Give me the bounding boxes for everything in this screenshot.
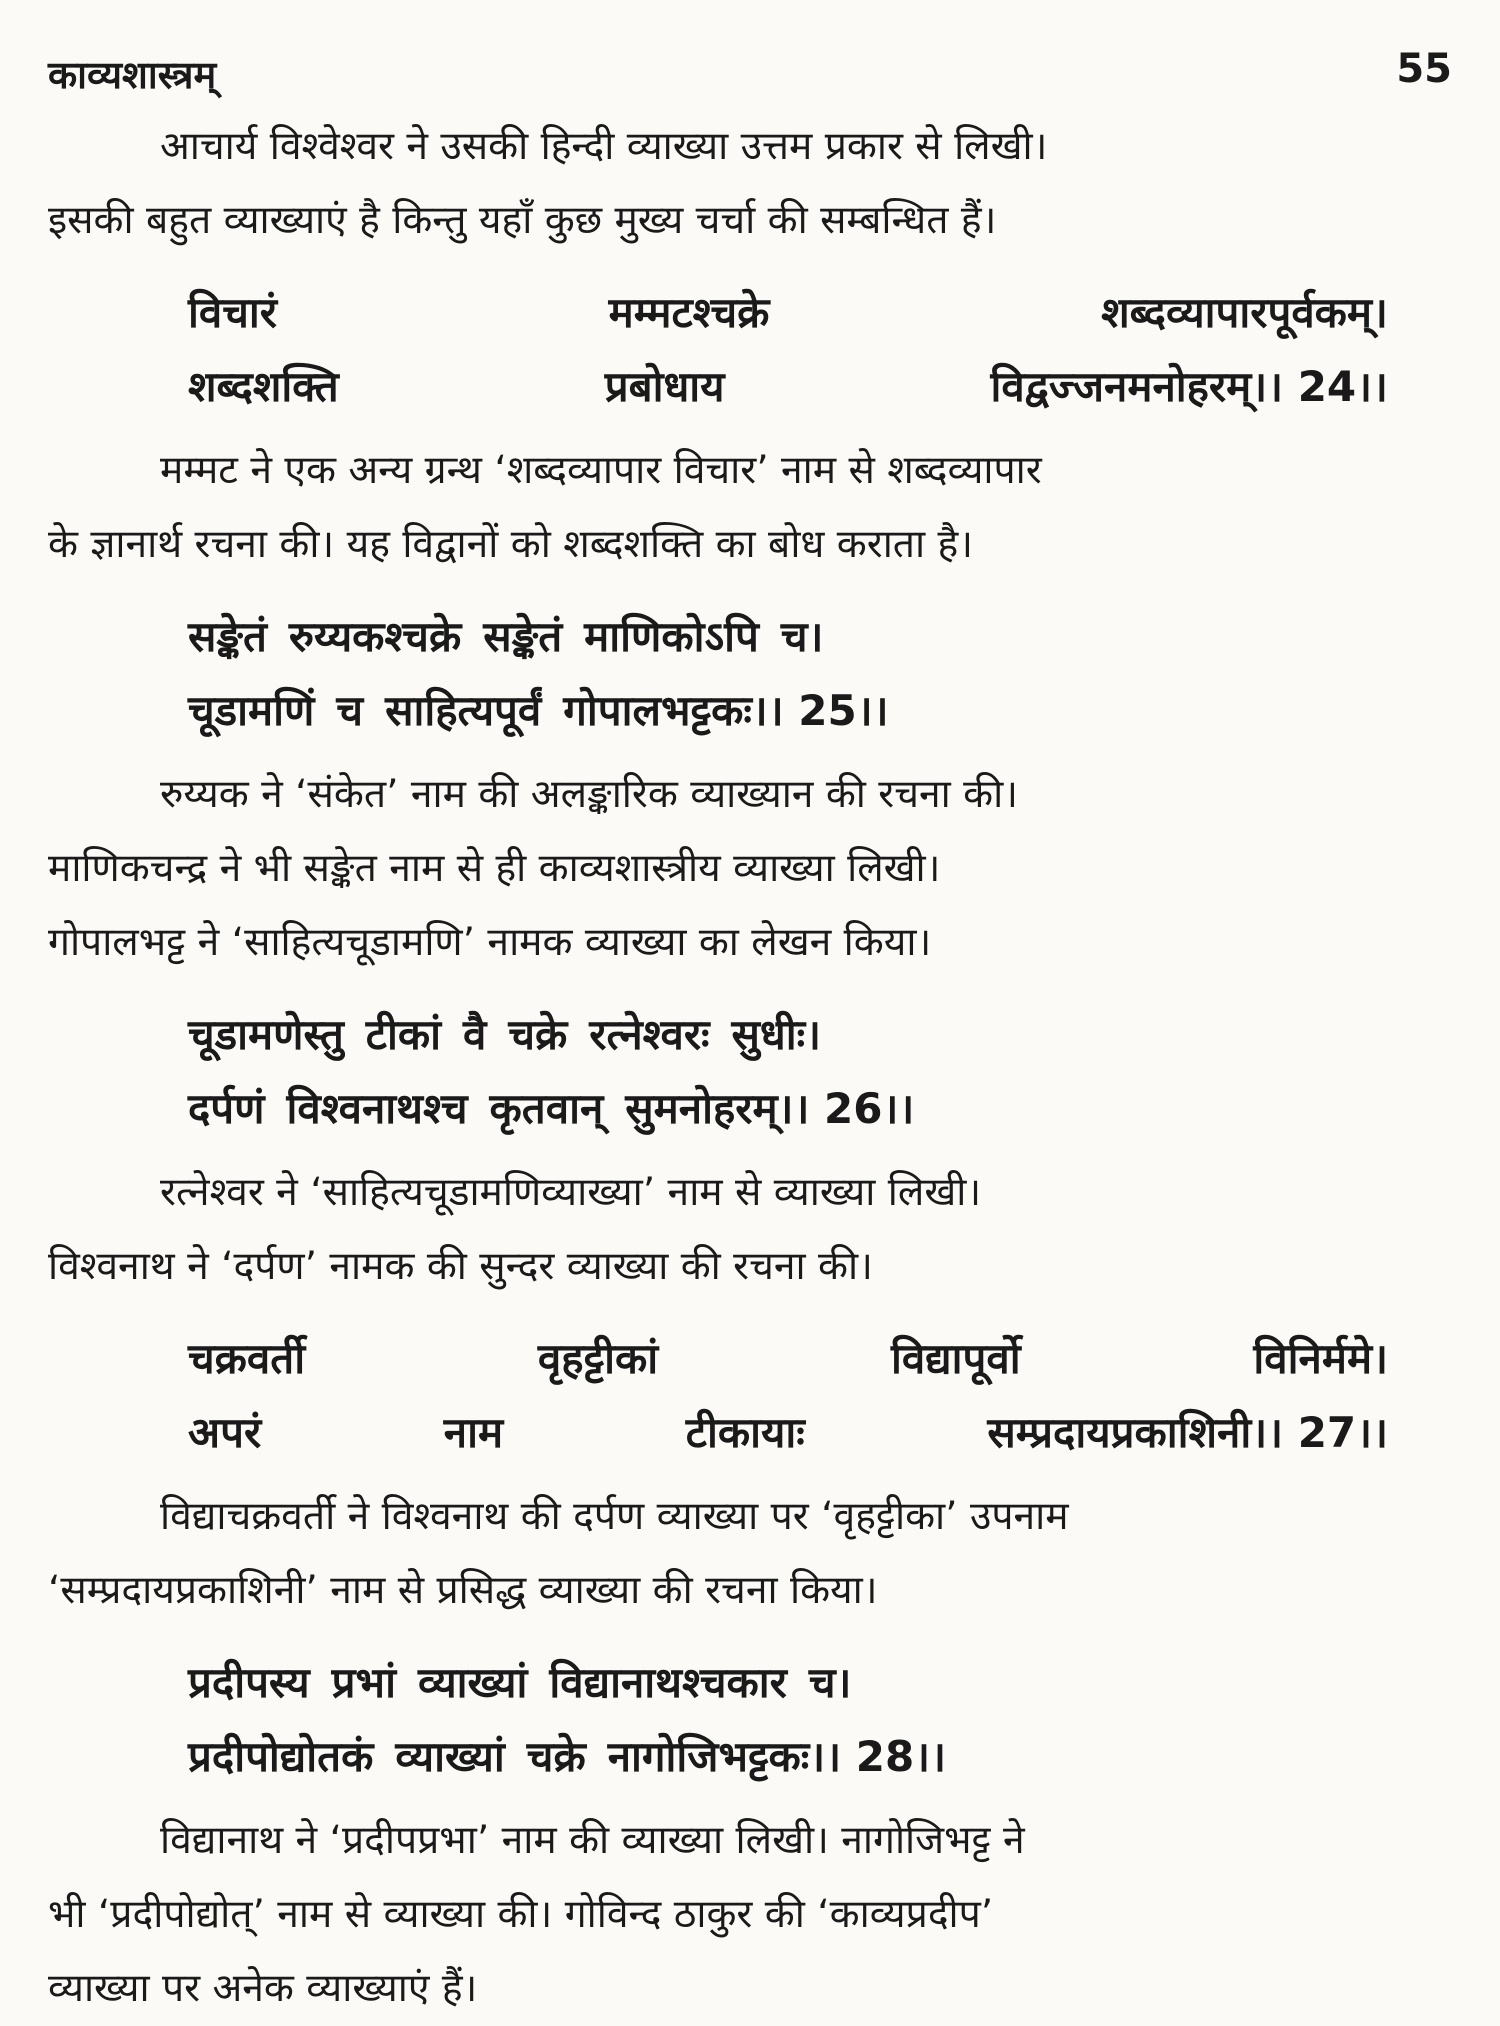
verse-word: वृहट्टीकां [537, 1334, 659, 1383]
verse-word: अपरं [188, 1408, 262, 1457]
verse-line [188, 1322, 1388, 1396]
paragraph-line: इसकी बहुत व्याख्याएं है किन्तु यहाँ कुछ मुख्य चर्चा की सम्बन्धित हैं। [48, 198, 997, 243]
paragraph-line: रत्नेश्वर ने ‘साहित्यचूडामणिव्याख्या’ नाम से व्याख्या लिखी। [160, 1170, 982, 1215]
verse-word: सुधीः। [731, 1010, 822, 1059]
sanskrit-verse [188, 276, 1388, 424]
verse-word: शब्दव्यापारपूर्वकम्। [1101, 288, 1388, 337]
paragraph-line: विद्याचक्रवर्ती ने विश्वनाथ की दर्पण व्याख्या पर ‘वृहट्टीका’ उपनाम [160, 1494, 1069, 1539]
paragraph-line: आचार्य विश्वेश्वर ने उसकी हिन्दी व्याख्या उत्तम प्रकार से लिखी। [160, 124, 1048, 169]
verse-word: विश्वनाथश्च [286, 1084, 468, 1133]
verse-word: प्रदीपोद्योतकं [188, 1732, 374, 1781]
verse-word: चूडामणेस्तु [188, 1010, 344, 1059]
verse-word: विचारं [188, 288, 277, 337]
paragraph-line: विश्वनाथ ने ‘दर्पण’ नामक की सुन्दर व्याख्या की रचना की। [48, 1244, 873, 1289]
verse-word: शब्दशक्ति [188, 362, 339, 411]
sanskrit-verse [188, 1646, 1388, 1794]
verse-word: साहित्यपूर्वं [385, 686, 542, 735]
commentary-paragraph [48, 110, 1452, 258]
page-number: 55 [1396, 46, 1452, 92]
paragraph-line: भी ‘प्रदीपोद्योत्’ नाम से व्याख्या की। गोविन्द ठाकुर की ‘काव्यप्रदीप’ [48, 1892, 994, 1937]
paragraph-line: ‘सम्प्रदायप्रकाशिनी’ नाम से प्रसिद्ध व्याख्या की रचना किया। [48, 1568, 878, 1613]
verse-word: टीकायाः [685, 1408, 805, 1457]
verse-word: च। [780, 612, 824, 661]
verse-word: चूडामणिं [188, 686, 315, 735]
verse-line [188, 1396, 1388, 1470]
verse-word: दर्पणं [188, 1084, 265, 1133]
verse-word: वै [462, 1010, 487, 1059]
paragraph-line: गोपालभट्ट ने ‘साहित्यचूडामणि’ नामक व्याख्या का लेखन किया। [48, 920, 932, 965]
sanskrit-verse [188, 998, 1388, 1146]
running-head-title: काव्यशास्त्रम् [48, 53, 217, 97]
verse-line [188, 1720, 1388, 1794]
verse-word: चक्रवर्ती [188, 1334, 306, 1383]
verse-line [188, 1646, 1388, 1720]
commentary-paragraph [48, 1804, 1452, 2026]
verse-word: माणिकोऽपि [584, 612, 759, 661]
verse-line [188, 998, 1388, 1072]
verse-line [188, 276, 1388, 350]
verse-word: प्रभां [331, 1658, 396, 1707]
paragraph-line: व्याख्या पर अनेक व्याख्याएं हैं। [48, 1966, 478, 2011]
verse-word: रत्नेश्वरः [589, 1010, 710, 1059]
verse-word: च। [808, 1658, 852, 1707]
verse-word: सम्प्रदायप्रकाशिनी।। 27।। [987, 1408, 1388, 1457]
verse-word: विद्यापूर्वो [890, 1334, 1021, 1383]
verse-word: टीकां [365, 1010, 441, 1059]
commentary-paragraph [48, 1480, 1452, 1628]
verse-word: चक्रे [508, 1010, 568, 1059]
paragraph-line: विद्यानाथ ने ‘प्रदीपप्रभा’ नाम की व्याख्या लिखी। नागोजिभट्ट ने [160, 1818, 1025, 1863]
commentary-paragraph [48, 1156, 1452, 1304]
verse-word: गोपालभट्टकः।। 25।। [563, 686, 889, 735]
verse-word: च [336, 686, 364, 735]
verse-word: प्रदीपस्य [188, 1658, 310, 1707]
verse-word: विद्वज्जनमनोहरम्।। 24।। [990, 362, 1388, 411]
verse-word: सुमनोहरम्।। 26।। [625, 1084, 915, 1133]
verse-word: चक्रे [526, 1732, 586, 1781]
commentary-paragraph [48, 434, 1452, 582]
verse-line [188, 674, 1388, 748]
verse-word: विद्यानाथश्चकार [549, 1658, 787, 1707]
paragraph-line: माणिकचन्द्र ने भी सङ्केत नाम से ही काव्यशास्त्रीय व्याख्या लिखी। [48, 846, 941, 891]
verse-word: नागोजिभट्टकः।। 28।। [607, 1732, 947, 1781]
sanskrit-verse [188, 1322, 1388, 1470]
verse-word: विनिर्ममे। [1253, 1334, 1388, 1383]
paragraph-line: के ज्ञानार्थ रचना की। यह विद्वानों को शब्दशक्ति का बोध कराता है। [48, 522, 974, 567]
verse-line [188, 350, 1388, 424]
paragraph-line: रुय्यक ने ‘संकेत’ नाम की अलङ्कारिक व्याख्यान की रचना की। [160, 772, 1018, 817]
commentary-paragraph [48, 758, 1452, 980]
verse-word: नाम [443, 1408, 504, 1457]
verse-line [188, 1072, 1388, 1146]
verse-word: प्रबोधाय [604, 362, 725, 411]
verse-word: सङ्केतं [188, 612, 267, 661]
verse-word: रुय्यकश्चक्रे [288, 612, 462, 661]
paragraph-line: मम्मट ने एक अन्य ग्रन्थ ‘शब्दव्यापार विचार’ नाम से शब्दव्यापार [160, 448, 1042, 493]
verse-line [188, 600, 1388, 674]
verse-word: मम्मटश्चक्रे [608, 288, 770, 337]
verse-word: सङ्केतं [483, 612, 563, 661]
verse-word: व्याख्यां [417, 1658, 528, 1707]
page-body [48, 110, 1452, 2026]
verse-word: व्याख्यां [395, 1732, 505, 1781]
sanskrit-verse [188, 600, 1388, 748]
verse-word: कृतवान् [489, 1084, 604, 1133]
running-head [48, 40, 1452, 110]
